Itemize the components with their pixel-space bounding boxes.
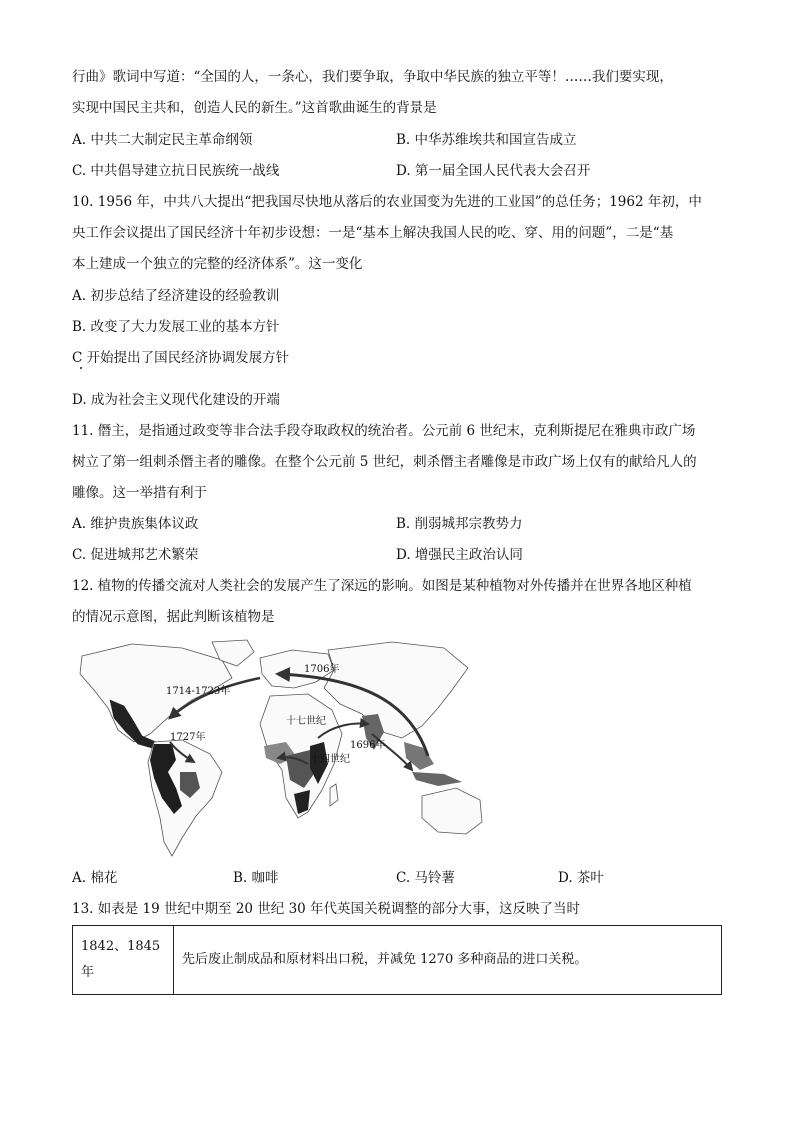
q11-option-c[interactable]: C. 促进城邦艺术繁荣 [72, 547, 199, 563]
q9-option-b[interactable]: B. 中华苏维埃共和国宣告成立 [396, 132, 577, 148]
table-row [73, 926, 722, 995]
asia-landmass [324, 642, 468, 738]
q10-option-c[interactable]: C 开始提出了国民经济协调发展方针 [72, 350, 290, 366]
q10-stem-line1: 10. 1956 年，中共八大提出“把我国尽快地从落后的农业国变为先进的工业国”的总任务；1962 年初，中 [72, 194, 702, 210]
indonesia-shaded [412, 772, 462, 786]
q9-option-c[interactable]: C. 中共倡导建立抗日民族统一战线 [72, 163, 280, 179]
q12-option-c[interactable]: C. 马铃薯 [396, 870, 455, 886]
q10-option-d[interactable]: D. 成为社会主义现代化建设的开端 [72, 392, 280, 408]
label-1706: 1706年 [304, 664, 340, 675]
q10-stem-line2: 央工作会议提出了国民经济十年初步设想：一是“基本上解决我国人民的吃、穿、用的问题”，二是“基 [72, 225, 674, 241]
label-1714-1723: 1714-1723年 [166, 686, 231, 697]
label-17th-century: 十七世纪 [286, 716, 326, 727]
q11-stem-line3: 雕像。这一举措有利于 [72, 485, 207, 501]
q11-option-d[interactable]: D. 增强民主政治认同 [396, 547, 523, 563]
q9-option-d[interactable]: D. 第一届全国人民代表大会召开 [396, 163, 591, 179]
label-1727: 1727年 [170, 732, 206, 743]
q9-stem-line1: 行曲》歌词中写道：“全国的人，一条心，我们要争取，争取中华民族的独立平等！……我们要实现， [72, 69, 673, 85]
label-14th-century: 十四世纪 [310, 754, 350, 765]
label-1696: 1696年 [350, 740, 386, 751]
q9-option-a[interactable]: A. 中共二大制定民主革命纲领 [72, 132, 253, 148]
q11-stem-line1: 11. 僭主，是指通过政变等非合法手段夺取政权的统治者。公元前 6 世纪末，克利斯提尼在雅典市政广场 [72, 423, 696, 439]
q11-option-b[interactable]: B. 削弱城邦宗教势力 [396, 516, 523, 532]
australia-landmass [422, 788, 482, 834]
q13-stem-line1: 13. 如表是 19 世纪中期至 20 世纪 30 年代英国关税调整的部分大事，这反映了当时 [72, 901, 581, 917]
q10-option-a[interactable]: A. 初步总结了经济建设的经验教训 [72, 288, 280, 304]
q12-option-b[interactable]: B. 咖啡 [233, 870, 279, 886]
q10-option-b[interactable]: B. 改变了大力发展工业的基本方针 [72, 319, 280, 335]
year-line1: 1842、1845 [81, 939, 161, 954]
year-line2: 年 [81, 965, 95, 980]
q12-stem-line1: 12. 植物的传播交流对人类社会的发展产生了深远的影响。如图是某种植物对外传播并在世界各地区种植 [72, 578, 692, 594]
tariff-events-table [72, 925, 722, 995]
table-cell-year [73, 926, 174, 995]
q10-stem-line3: 本上建成一个独立的完整的经济体系”。这一变化 [72, 256, 363, 272]
q11-option-a[interactable]: A. 维护贵族集体议政 [72, 516, 199, 532]
world-map-diagram [72, 638, 492, 860]
q11-stem-line2: 树立了第一组刺杀僭主者的雕像。在整个公元前 5 世纪，刺杀僭主者雕像是市政广场上仅有的献给凡人的 [72, 454, 697, 470]
q12-option-d[interactable]: D. 茶叶 [558, 870, 604, 886]
madagascar-landmass [330, 784, 338, 806]
stray-dot [80, 367, 82, 369]
table-cell-event: 先后废止制成品和原材料出口税，并减免 1270 多种商品的进口关税。 [174, 926, 722, 995]
q12-option-a[interactable]: A. 棉花 [72, 870, 118, 886]
q12-stem-line2: 的情况示意图，据此判断该植物是 [72, 609, 275, 625]
q9-stem-line2: 实现中国民主共和，创造人民的新生。”这首歌曲诞生的背景是 [72, 100, 437, 116]
